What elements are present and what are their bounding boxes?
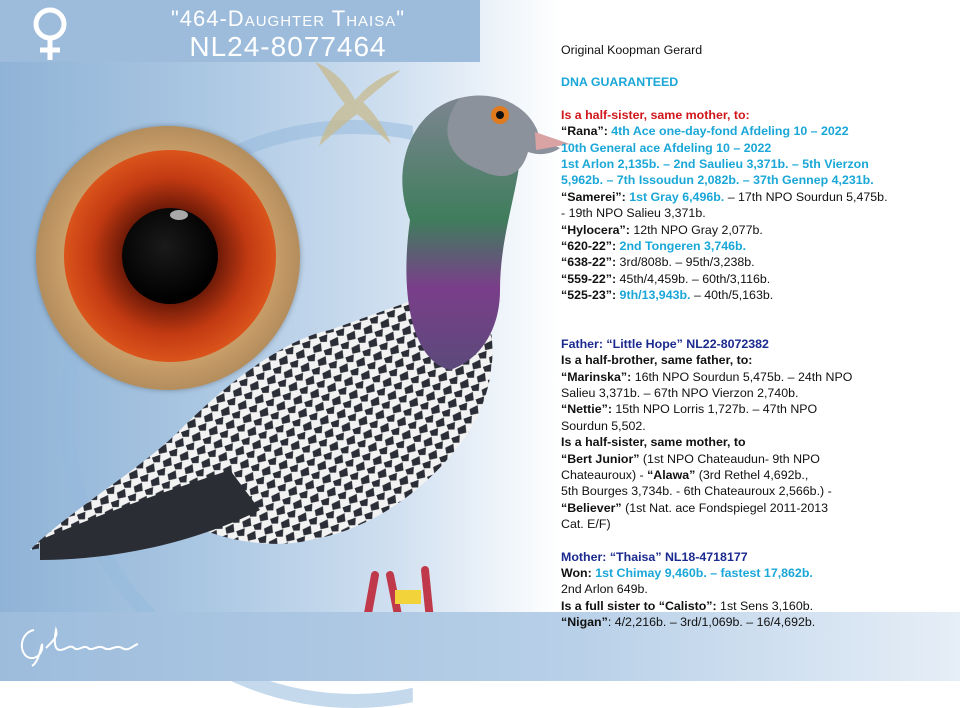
- halfsister-heading: Is a half-sister, same mother, to:: [561, 107, 750, 122]
- pigeon-name: "464-Daughter Thaisa": [170, 6, 406, 31]
- rana-line-4: 5,962b. – 7th Issoudun 2,082b. – 37th Gennep 4,231b.: [561, 173, 874, 188]
- nigan-line: “Nigan”: 4/2,216b. – 3rd/1,069b. – 16/4,692b.: [561, 615, 816, 630]
- nettie-line: “Nettie”: 15th NPO Lorris 1,727b. – 47th NPO: [561, 402, 818, 417]
- breeder-line: Original Koopman Gerard: [561, 43, 703, 57]
- alawa-line-2: 5th Bourges 3,734b. - 6th Chateauroux 2,566b.) -: [561, 484, 832, 499]
- b638-line: “638-22”: 3rd/808b. – 95th/3,238b.: [561, 255, 755, 270]
- b525-line: “525-23”: 9th/13,943b. – 40th/5,163b.: [561, 288, 774, 303]
- mother-won-line: Won: 1st Chimay 9,460b. – fastest 17,862b.: [561, 565, 813, 580]
- samerei-line: “Samerei”: 1st Gray 6,496b. – 17th NPO Sourdun 5,475b.: [561, 189, 888, 204]
- alawa-line: Chateauroux) - “Alawa” (3rd Rethel 4,692b.,: [561, 467, 809, 482]
- father-sub1: Is a half-brother, same father, to:: [561, 353, 753, 368]
- dna-guaranteed: DNA GUARANTEED: [561, 75, 679, 90]
- believer-line: “Believer” (1st Nat. ace Fondspiegel 2011-2013: [561, 500, 829, 515]
- pigeon-photo: [30, 70, 590, 650]
- father-heading: Father: “Little Hope” NL22-8072382: [561, 336, 769, 351]
- page-title: [98, 6, 478, 62]
- female-symbol-icon: [22, 4, 78, 62]
- mother-line-2: 2nd Arlon 649b.: [561, 582, 648, 597]
- rana-line-2: 10th General ace Afdeling 10 – 2022: [561, 140, 772, 155]
- mother-heading: Mother: “Thaisa” NL18-4718177: [561, 549, 748, 564]
- believer-line-2: Cat. E/F): [561, 517, 611, 532]
- fullsister-line: Is a full sister to “Calisto”: 1st Sens 3,160b.: [561, 598, 814, 613]
- pedigree-text: [561, 42, 951, 631]
- samerei-line-2: - 19th NPO Salieu 3,371b.: [561, 206, 706, 221]
- marinska-line-2: Salieu 3,371b. – 67th NPO Vierzon 2,740b.: [561, 385, 799, 400]
- b620-line: “620-22”: 2nd Tongeren 3,746b.: [561, 239, 747, 254]
- ring-number: NL24-8077464: [189, 31, 387, 62]
- rana-line: “Rana”: 4th Ace one-day-fond Afdeling 10 – 2022: [561, 124, 849, 139]
- signature-logo: [14, 618, 144, 668]
- bert-line: “Bert Junior” (1st NPO Chateaudun- 9th NPO: [561, 451, 820, 466]
- marinska-line: “Marinska”: 16th NPO Sourdun 5,475b. – 24th NPO: [561, 369, 853, 384]
- rana-line-3: 1st Arlon 2,135b. – 2nd Saulieu 3,371b. – 5th Vierzon: [561, 157, 869, 172]
- hylocera-line: “Hylocera”: 12th NPO Gray 2,077b.: [561, 222, 763, 237]
- father-sub2: Is a half-sister, same mother, to: [561, 435, 746, 450]
- b559-line: “559-22”: 45th/4,459b. – 60th/3,116b.: [561, 271, 771, 286]
- nettie-line-2: Sourdun 5,502.: [561, 418, 646, 433]
